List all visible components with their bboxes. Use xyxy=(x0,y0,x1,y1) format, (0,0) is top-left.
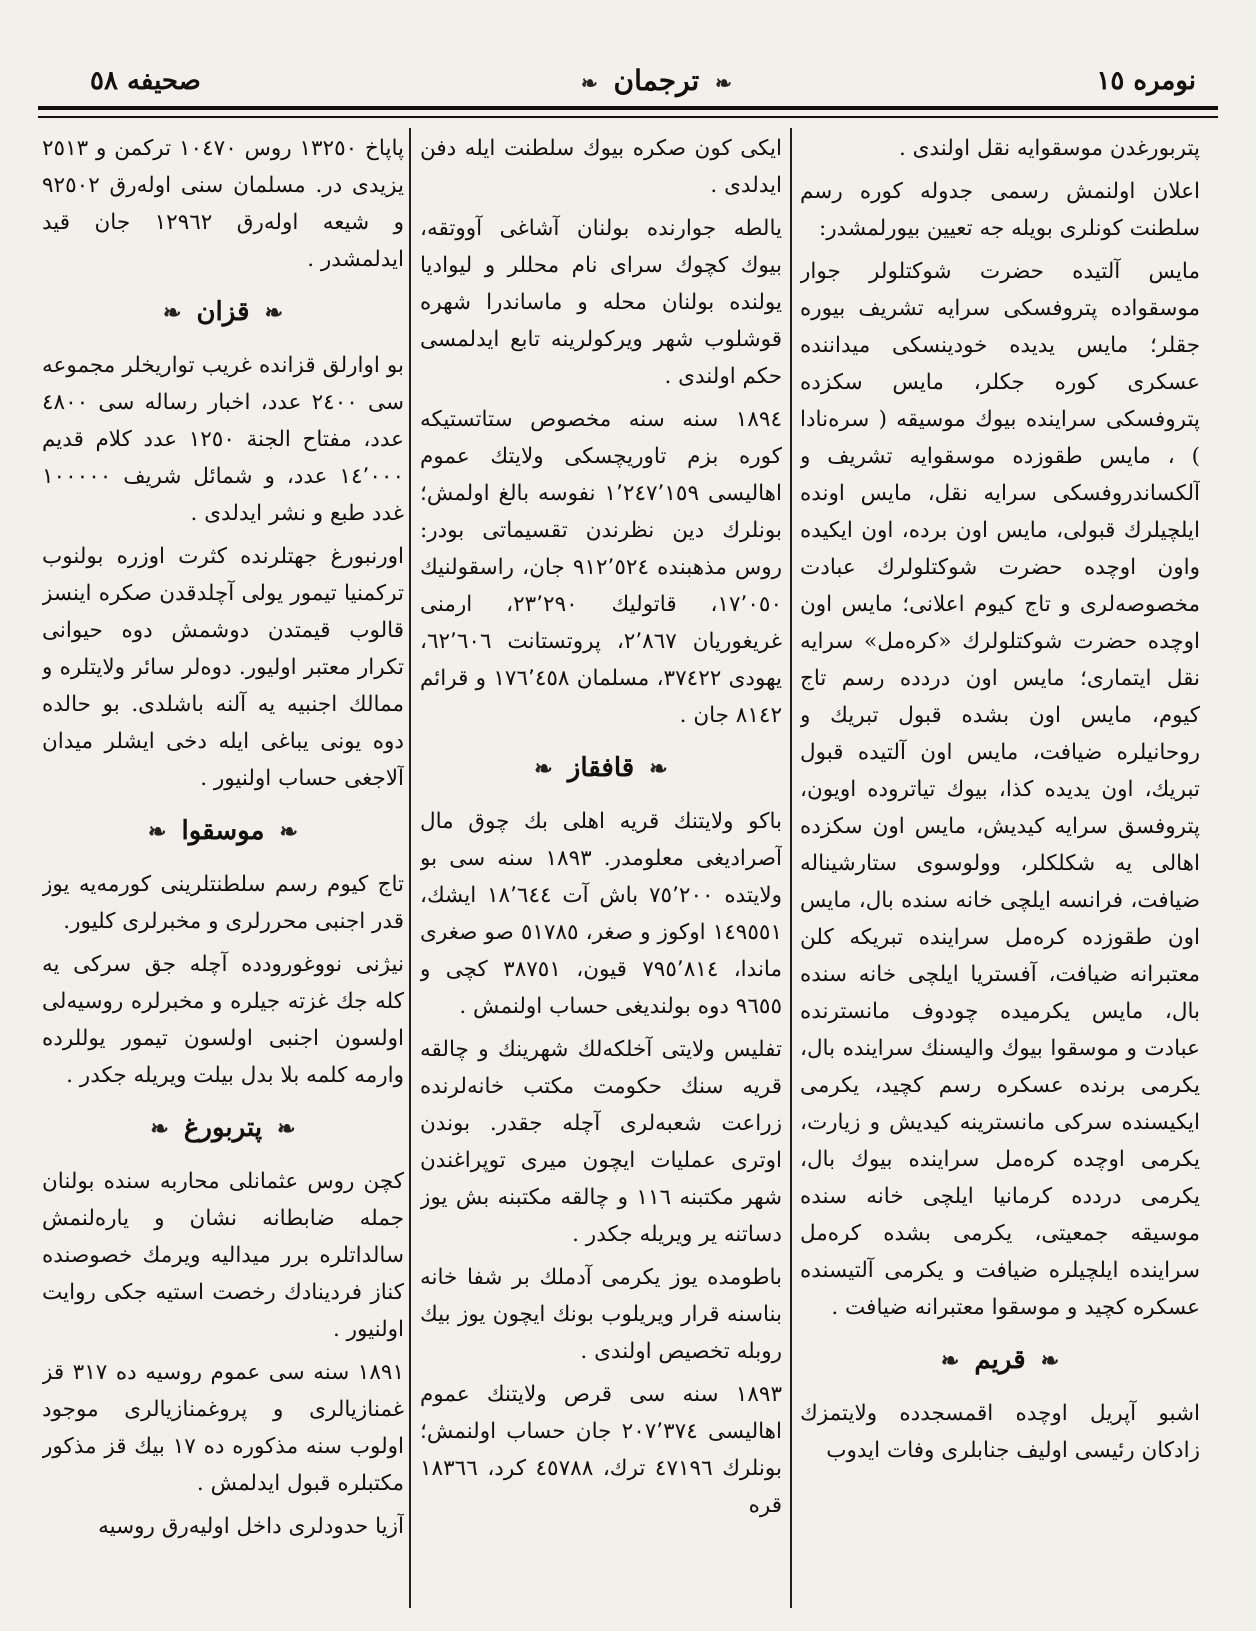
article-paragraph: تاج كيوم رسم سلطنتلرينى كورمەيه يوز قدر اجنبى محررلرى و مخبرلرى كليور. xyxy=(42,872,404,934)
column-middle xyxy=(420,130,782,1610)
article-paragraph: ١٨٩١ سنه سى عموم روسيه ده ٣١٧ قز غمنازيالرى و پروغمنازيالرى موجود اولوب سنه مذكوره ده ١٧ بيك قز مذكور مكتبلره قبول ايدلمش . xyxy=(42,1360,404,1496)
ornament-icon: ❧ xyxy=(940,1348,960,1374)
article-paragraph: باطومده يوز يكرمى آدملك بر شفا خانه بناسنه قرار ويريلوب بونك ايچون يوز بيك روبله تخصيص اولندى . xyxy=(420,1265,782,1364)
column-divider xyxy=(790,128,792,1608)
article-paragraph: پاپاخ ١٣٢٥٠ روس ١٠٤٧٠ تركمن و ٢٥١٣ يزيدى در. مسلمان سنى اولەرق ٩٢٥٠٢ و شيعه اولەرق ١٢٩٦٢ جان قيد ايدلمشدر . xyxy=(42,136,404,272)
article-paragraph: باكو ولايتنك قريه اهلى بك چوق مال آصراديغى معلومدر. ١٨٩٣ سنه سى بو ولايتده ٧٥٬٢٠٠ باش آت ١٨٬٦٤٤ ايشك، ١٤٩٥٥١ اوكوز و صغر، ٥١٧٨٥ صو صغرى ماندا، ٧٩٥٬٨١٤ قيون، ٣٨٧٥١ كچى و ٩٦٥٥ دوه بولنديغى حساب اولنمش . xyxy=(420,809,782,1019)
section-heading-label: قريم xyxy=(974,1345,1026,1375)
masthead xyxy=(40,60,1216,100)
section-heading-label: موسقوا xyxy=(181,816,265,846)
article-paragraph: كچن روس عثمانلى محاربه سنده بولنان جمله ضابطانه نشان و يارەلنمش سالداتلره برر ميداليه ويرمك خصوصنده كناز فردينادك رخصت استيه جكى روايت اولنيور . xyxy=(42,1169,404,1342)
section-heading-label: پتربورغ xyxy=(183,1113,263,1143)
column-left xyxy=(42,130,404,1610)
article-paragraph: آزيا حدودلرى داخل اوليەرق روسيه xyxy=(98,1514,404,1539)
section-heading-qrim xyxy=(800,1340,1200,1381)
article-paragraph: نيژنى نووغورودده آچله جق سركى يه كله جك غزته جيلره و مخبرلره روسيەلى اولسون اجنبى اولسون تيمور يوللرده وارمه كلمه بلا بدل بيلت ويريله جكدر . xyxy=(42,952,404,1088)
article-paragraph: ايكى كون صكره بيوك سلطنت ايله دفن ايدلدى . xyxy=(420,136,782,198)
article-paragraph: مايس آلتيده حضرت شوكتلولر جوار موسقوادە پتروفسكى سرايه تشريف بيوره جقلر؛ مايس يديده خودينسكى ميداننده عسكرى كوره جكلر، مايس سكزده پتروفسكى سراينده بيوك موسيقه ( سرەنادا ) ، مايس طقوزده موسقوايه تشريف و آلكساندروفسكى سرايه نقل، مايس اونده ايلچيلرك قبولى، مايس اون برده، اون ايكيده واون اوچده حضرت شوكتلولرك عبادت مخصوصەلرى و تاج كيوم اعلانى؛ مايس اون اوچده حضرت شوكتلولرك «كرەمل» سرايه نقل ايتمارى؛ مايس اون دردده رسم تاج كيوم، مايس اون بشده قبول تبريك و روحانيلره ضيافت، مايس اون آلتيده قبول تبريك، اون يديده كذا، بيوك تياتروده اويون، پتروفسق سرايه كيديش، مايس اون سكزده اهالى يه شكلكلر، وولوسوى ستارشيناله ضيافت، فرانسه ايلچى خانه سنده بال، مايس اون طقوزده كرەمل سراينده تبريكه كلن معتبرانه ضيافت، آفستريا ايلچى خانه سنده بال، مايس يكرميده چودوف مانسترنده عبادت و موسقوا بيوك واليسنك سراينده بال، يكرمى برنده عسكره رسم كچيد، يكرمى ايكيسنده سركى مانسترينه كيديش و زيارت، يكرمى اوچده كرەمل سراينده بيوك بال، يكرمى دردده كرمانيا ايلچى خانه سنده موسيقه جمعيتى، يكرمى بشده كرەمل سراينده ايلچيلره ضيافت و يكرمى آلتيسنده عسكره كچيد و موسقوا معتبرانه ضيافت . xyxy=(800,259,1200,1320)
article-paragraph: ١٨٩٤ سنه سنه مخصوص ستاتستيكه كوره بزم تاوريچسكى ولايتك عموم اهاليسى ١٬٢٤٧٬١٥٩ نفوسه بالغ اولمش؛ بونلرك دين نظرندن تقسيماتى بودر: روس مذهبنده ٩١٢٬٥٢٤ جان، راسقولنيك ١٧٬٠٥٠، قاتوليك ٢٣٬٢٩٠، ارمنى غريغوريان ٢٬٨٦٧، پروتستانت ٦٢٬٦٠٦، يهودى ٣٧٤٢٢، مسلمان ١٧٦٬٤٥٨ و قرائم ٨١٤٢ جان . xyxy=(420,407,782,728)
newspaper-title: ترجمان xyxy=(613,64,700,97)
section-heading-mosqva xyxy=(42,811,404,852)
ornament-icon: ❧ xyxy=(264,300,284,326)
page-number: صحيفه ٥٨ xyxy=(90,66,201,96)
article-paragraph: ١٨٩٣ سنه سى قرص ولايتنك عموم اهاليسى ٢٠٧٬٣٧٤ جان حساب اولنمش؛ بونلرك ٤٧١٩٦ ترك، ٤٥٧٨٨ كرد، ١٨٣٦٦ قره xyxy=(420,1382,782,1518)
section-heading-peterburg xyxy=(42,1108,404,1149)
article-paragraph: اعلان اولنمش رسمى جدوله كوره رسم سلطنت كونلرى بويله جه تعيين بيورلمشدر: xyxy=(800,179,1200,241)
masthead-rule-thin xyxy=(38,116,1218,118)
column-divider xyxy=(409,128,411,1608)
newspaper-title-block xyxy=(575,64,738,97)
ornament-icon: ❧ xyxy=(162,300,182,326)
ornament-icon: ❧ xyxy=(148,819,167,845)
ornament-icon: ❧ xyxy=(279,819,298,845)
article-paragraph: اشبو آپريل اوچده اقمسجدده ولايتمزك زادكان رئيسى اوليف جنابلرى وفات ايدوب xyxy=(800,1401,1200,1463)
section-heading-qazan xyxy=(42,292,404,333)
article-paragraph: پتربورغدن موسقوايه نقل اولندى . xyxy=(898,136,1200,161)
ornament-icon: ❧ xyxy=(1040,1348,1060,1374)
article-paragraph: تفليس ولايتى آخلكەلك شهرينك و چالقه قريه سنك حكومت مكتب خانەلرنده زراعت شعبەلرى آچله جقدر. بوندن اوترى عمليات ايچون ميرى توپراغندن شهر مكتبنه ١١٦ و چالقه مكتبنه بش يوز دساتنه ير ويريله جكدر . xyxy=(420,1037,782,1247)
masthead-rule xyxy=(38,106,1218,110)
article-paragraph: يالطه جوارنده بولنان آشاغى آووتقه، بيوك كچوك سراى نام محللر و ليواديا يولنده بولنان محله و ماساندرا شهره قوشلوب شهر ويركولرينه تابع ايدلمسى حكم اولندى . xyxy=(420,216,782,389)
section-heading-qafqaz xyxy=(420,748,782,789)
ornament-icon: ❧ xyxy=(534,756,553,782)
column-right xyxy=(800,130,1200,1610)
ornament-icon: ❧ xyxy=(715,71,732,95)
ornament-icon: ❧ xyxy=(649,756,668,782)
section-heading-label: قزان xyxy=(196,297,250,327)
ornament-icon: ❧ xyxy=(581,71,598,95)
issue-number: نومره ١٥ xyxy=(1096,66,1196,96)
ornament-icon: ❧ xyxy=(277,1116,296,1142)
section-heading-label: قافقاز xyxy=(567,753,635,783)
article-paragraph: اورنبورغ جهتلرنده كثرت اوزره بولنوب تركمنيا تيمور يولى آچلدقدن صكره اينسز قالوب قيمتدن دوشمش دوه حيوانى تكرار معتبر اوليور. دوەلر سائر ولايتلره و ممالك اجنبيه يه آلنه باشلدى. بو حالده دوه يونى يباغى ايله دخى ايشلر ميدان آلاجغى حساب اولنيور . xyxy=(42,544,404,791)
article-paragraph: بو اوارلق قزانده غريب تواريخلر مجموعه سى ٢٤٠٠ عدد، اخبار رساله سى ٤٨٠٠ عدد، مفتاح الجنة ١٢٥٠ عدد كلام قديم ١٤٬٠٠٠ عدد، و شمائل شريف ١٠٠٠٠٠ غدد طبع و نشر ايدلدى . xyxy=(42,353,404,526)
ornament-icon: ❧ xyxy=(150,1116,169,1142)
